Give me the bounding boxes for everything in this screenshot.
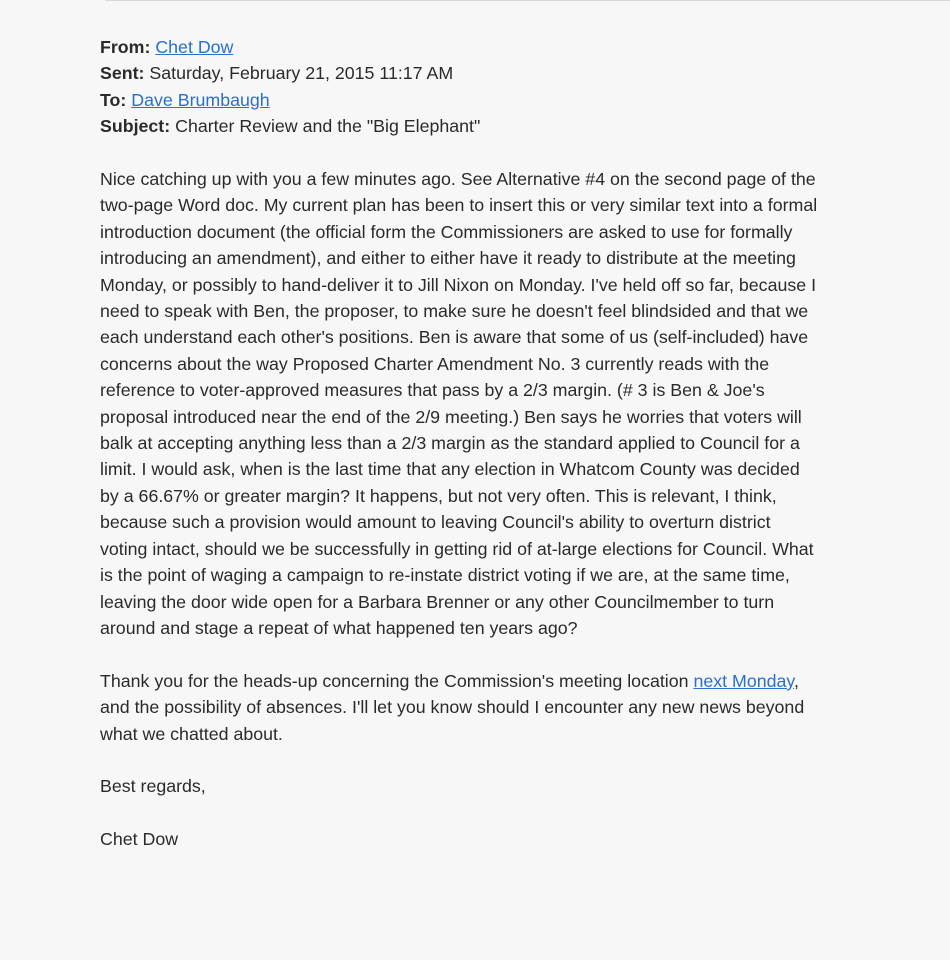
paragraph-2-text-start: Thank you for the heads-up concerning the Commission's meeting location: [100, 670, 694, 691]
from-sender-link[interactable]: Chet Dow: [155, 37, 234, 57]
body-paragraph-1: Nice catching up with you a few minutes ago. See Alternative #4 on the second page of the two-page Word doc. My current plan has been to insert this or very similar text into a formal introduction document (the official form the Commissioners are asked to use for formally introducing an amendment), and either to either have it ready to distribute at the meeting Monday, or possibly to hand-deliver it to Jill Nixon on Monday. I've held off so far, because I need to speak with Ben, the proposer, to make sure he doesn't feel blindsided and that we each understand each other's positions. Ben is aware that some of us (self-included) have concerns about the way Proposed Charter Amendment No. 3 currently reads with the reference to voter-approved measures that pass by a 2/3 margin. (# 3 is Ben & Joe's proposal introduced near the end of the 2/9 meeting.) Ben says he worries that voters will balk at accepting anything less than a 2/3 margin as the standard applied to Council for a limit. I would ask, when is the last time that any election in Whatcom County was decided by a 66.67% or greater margin? It happens, but not very often. This is relevant, I think, because such a provision would amount to leaving Council's ability to overturn district voting intact, should we be successfully in getting rid of at-large elections for Council. What is the point of waging a campaign to re-instate district voting if we are, at the same time, leaving the door wide open for a Barbara Brenner or any other Councilmember to turn around and stage a repeat of what happened ten years ago?: [100, 169, 818, 638]
from-row: [100, 34, 820, 60]
body-paragraph-2: [100, 668, 820, 747]
subject-label: Subject:: [100, 116, 171, 137]
subject-text: Charter Review and the "Big Elephant": [175, 116, 481, 137]
sent-date: Saturday, February 21, 2015 11:17 AM: [149, 63, 454, 84]
closing-line: Best regards,: [100, 776, 206, 797]
signature: Chet Dow: [100, 829, 179, 850]
top-divider: [105, 0, 950, 1]
subject-row: [100, 113, 820, 139]
spacer: [100, 641, 820, 667]
email-message: [100, 34, 820, 853]
sent-label: Sent:: [100, 63, 145, 84]
to-label: To:: [100, 89, 127, 110]
to-recipient-link[interactable]: Dave Brumbaugh: [131, 89, 270, 110]
spacer: [100, 800, 820, 826]
sent-row: [100, 60, 820, 86]
spacer: [100, 140, 820, 166]
to-row: [100, 87, 820, 113]
spacer: [100, 747, 820, 773]
next-monday-link[interactable]: next Monday: [693, 670, 794, 691]
paragraph-2-text-end: , and the possibility of absences. I'll let you know should I encounter any new news beyond what we chatted about.: [100, 670, 805, 744]
from-label: From:: [100, 37, 151, 57]
